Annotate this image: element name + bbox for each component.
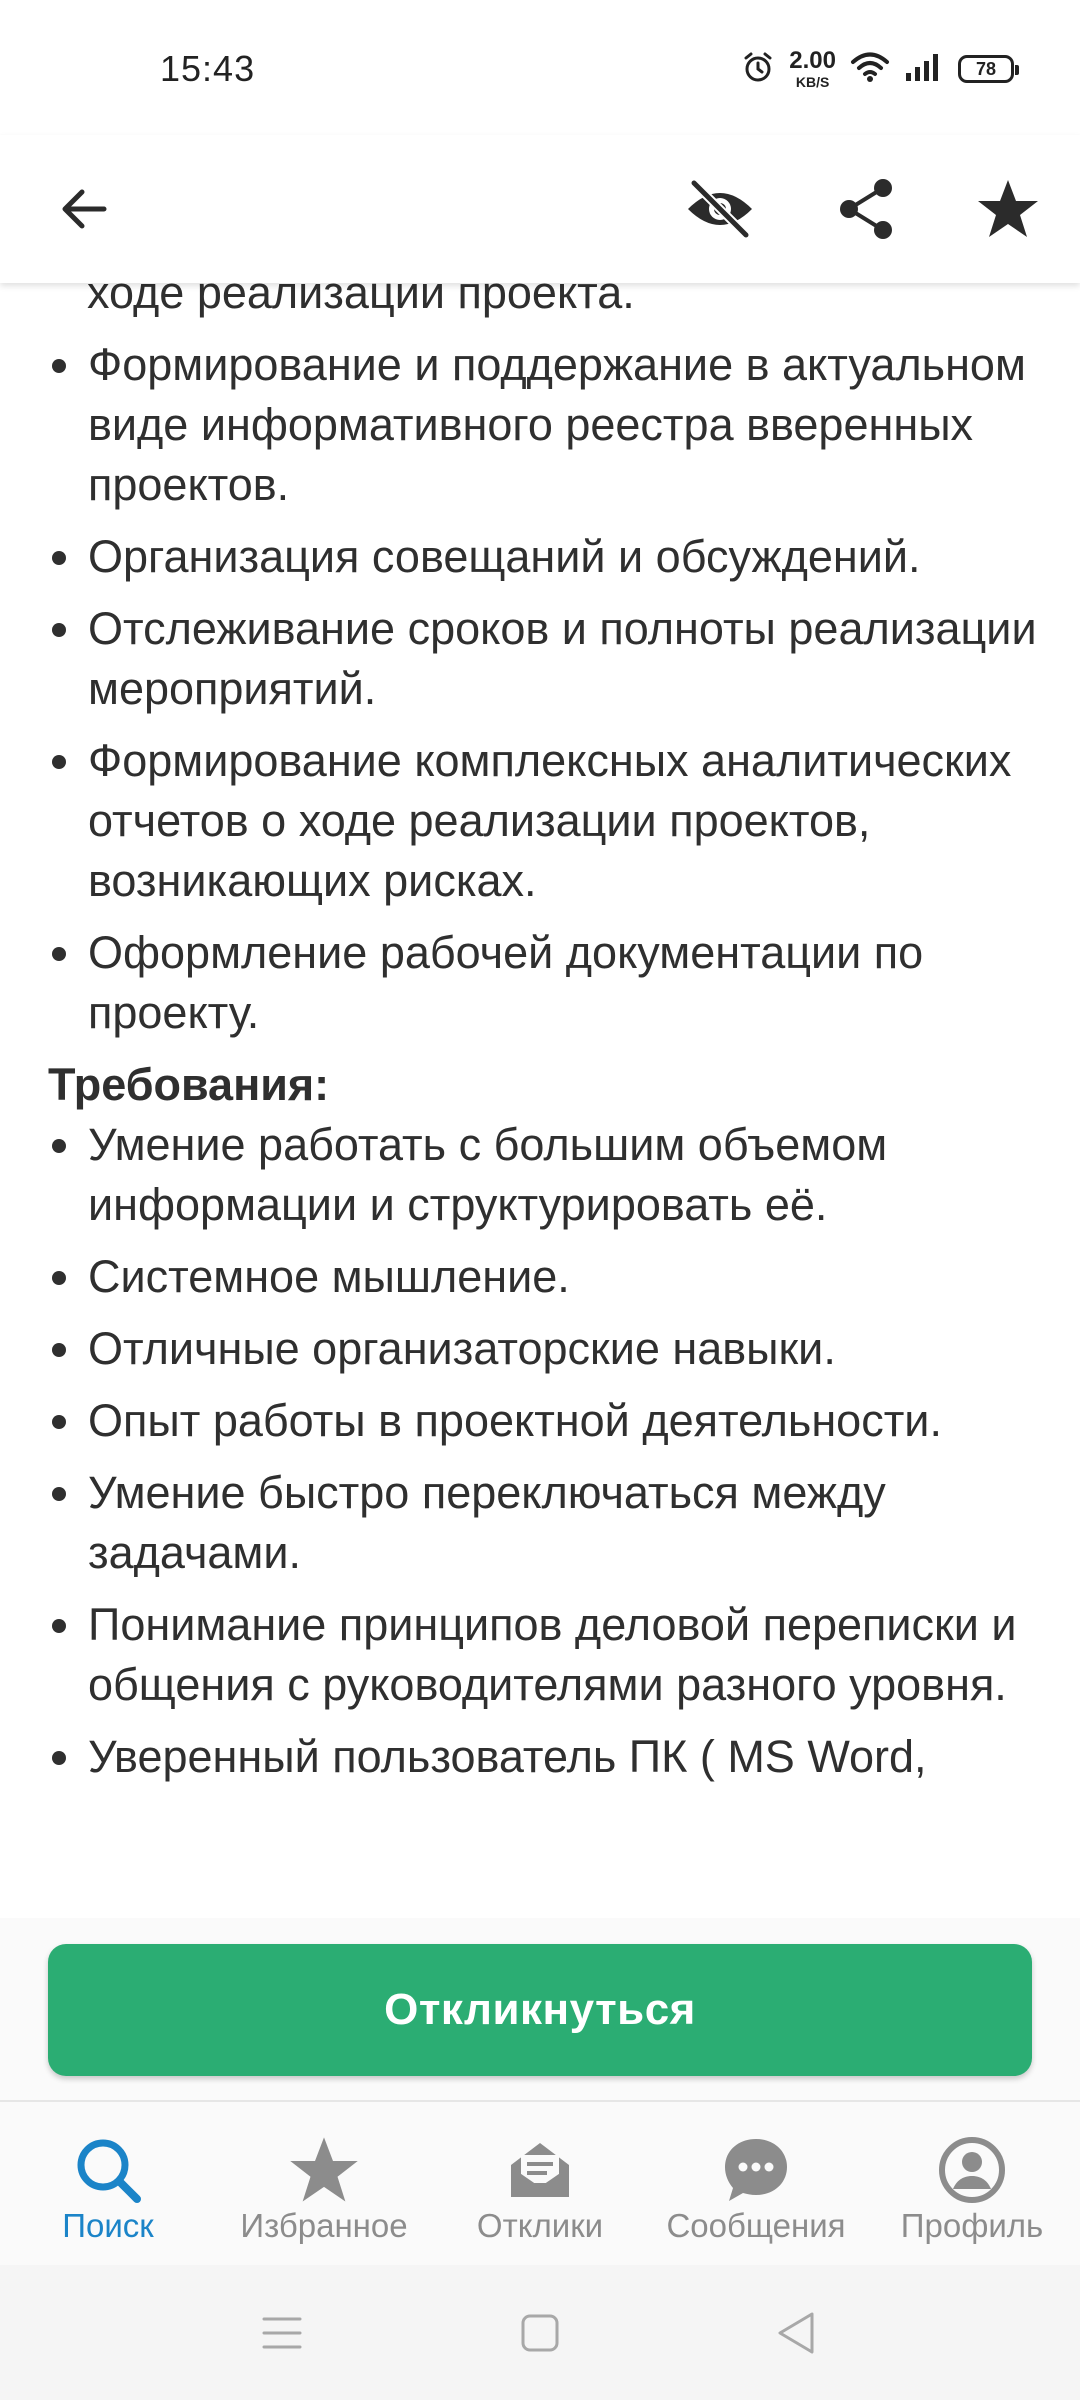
battery-level: 78	[975, 58, 997, 79]
nav-label-profile: Профиль	[900, 2207, 1044, 2244]
status-bar	[0, 0, 1080, 135]
home-square-icon	[520, 2313, 560, 2353]
star-icon	[286, 2132, 362, 2208]
battery-icon	[958, 55, 1014, 83]
favorite-button[interactable]	[964, 165, 1052, 253]
net-speed-value: 2.00	[789, 47, 836, 74]
vacancy-description[interactable]	[0, 283, 1080, 1918]
back-triangle-icon	[776, 2311, 816, 2355]
list-item: Понимание принципов деловой переписки и общения с руководителями разного уровня.	[48, 1595, 1060, 1715]
list-item: Уверенный пользователь ПК ( MS Word,	[48, 1727, 1060, 1787]
top-app-bar	[0, 135, 1080, 283]
responses-icon	[502, 2132, 578, 2208]
share-button[interactable]	[822, 165, 910, 253]
back-arrow-icon	[56, 181, 112, 237]
nav-item-messages[interactable]	[648, 2102, 864, 2267]
nav-item-profile[interactable]	[864, 2102, 1080, 2267]
alarm-icon	[741, 50, 775, 89]
requirements-title: Требования:	[48, 1059, 330, 1110]
list-item: Оформление рабочей документации по проекту.	[48, 923, 1060, 1043]
nav-item-search[interactable]	[0, 2102, 216, 2267]
nav-label-responses: Отклики	[476, 2207, 604, 2244]
list-item: Отслеживание сроков и полноты реализации мероприятий.	[48, 599, 1060, 719]
back-system-button[interactable]	[766, 2303, 826, 2363]
hide-vacancy-button[interactable]	[676, 165, 764, 253]
status-time: 15:43	[160, 48, 256, 89]
star-icon	[976, 178, 1040, 240]
list-item: Опыт работы в проектной деятельности.	[48, 1391, 1060, 1451]
list-item: Организация совещаний и обсуждений.	[48, 527, 1060, 587]
respond-button[interactable]: Откликнуться	[48, 1944, 1032, 2076]
nav-label-messages: Сообщения	[666, 2207, 846, 2244]
signal-icon	[904, 52, 944, 87]
list-item: Умение быстро переключаться между задачами.	[48, 1463, 1060, 1583]
status-icons	[727, 44, 1014, 94]
requirements-list	[0, 1115, 1080, 1787]
net-speed-unit: KB/S	[795, 74, 830, 90]
description-body	[0, 283, 1080, 1787]
list-item: Системное мышление.	[48, 1247, 1060, 1307]
net-speed	[789, 49, 836, 89]
duties-list	[0, 335, 1080, 1043]
menu-button[interactable]	[252, 2303, 312, 2363]
bottom-navigation	[0, 2100, 1080, 2265]
hide-eye-icon	[684, 179, 756, 239]
search-icon	[70, 2132, 146, 2208]
share-icon	[836, 177, 896, 241]
chat-icon	[718, 2132, 794, 2208]
nav-label-favorites: Избранное	[240, 2207, 408, 2244]
profile-icon	[934, 2132, 1010, 2208]
wifi-icon	[850, 51, 890, 88]
nav-label-search: Поиск	[62, 2207, 154, 2244]
respond-area	[0, 1918, 1080, 2100]
list-item: Отличные организаторские навыки.	[48, 1319, 1060, 1379]
nav-item-responses[interactable]	[432, 2102, 648, 2267]
duty-continuation: ходе реализации проекта.	[87, 283, 635, 318]
system-navigation-bar	[0, 2265, 1080, 2400]
home-button[interactable]	[510, 2303, 570, 2363]
list-item: Формирование комплексных аналитических отчетов о ходе реализации проектов, возникающих рисках.	[48, 731, 1060, 911]
nav-item-favorites[interactable]	[216, 2102, 432, 2267]
back-button[interactable]	[40, 165, 128, 253]
menu-icon	[262, 2316, 302, 2350]
list-item: Умение работать с большим объемом информации и структурировать её.	[48, 1115, 1060, 1235]
list-item: Формирование и поддержание в актуальном виде информативного реестра вверенных проектов.	[48, 335, 1060, 515]
